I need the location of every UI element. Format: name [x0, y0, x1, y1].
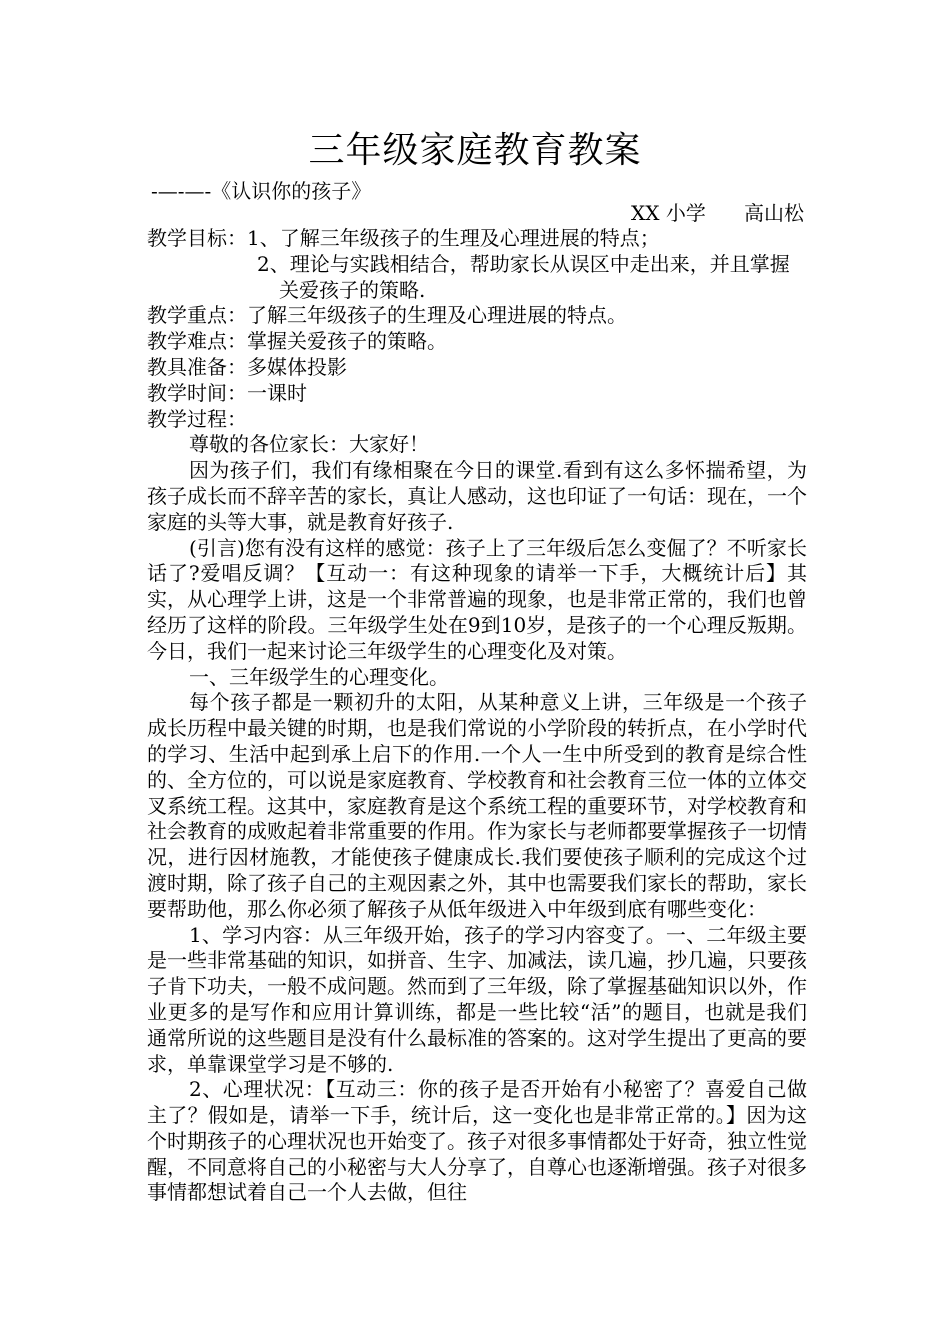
objective-2-row — [147, 252, 807, 304]
paragraph-body: 每个孩子都是一颗初升的太阳，从某种意义上讲，三年级是一个孩子成长历程中最关键的时期，也是我们常说的小学阶段的转折点，在小学时代的学习、生活中起到承上启下的作用.一个人一生中所受到的教育是综合性的、全方位的，可以说是家庭教育、学校教育和社会教育三位一体的立体交叉系统工程。这其中，家庭教育是这个系统工程的重要环节，对学校教育和社会教育的成败起着非常重要的作用。作为家长与老师都要掌握孩子一切情况，进行因材施教，才能使孩子健康成长.我们要使孩子顺利的完成这个过渡时期，除了孩子自己的主观因素之外，其中也需要我们家长的帮助，家长要帮助他，那么你必须了解孩子从低年级进入中年级到底有哪些变化： — [147, 690, 807, 921]
process-label: 教学过程： — [147, 406, 247, 431]
paragraph-learning: 1、学习内容：从三年级开始，孩子的学习内容变了。一、二年级主要是一些非常基础的知识，如拼音、生字、加减法，读几遍，抄几遍，只要孩子肯下功夫，一般不成问题。然而到了三年级，除了掌握基础知识以外，作业更多的是写作和应用计算训练，都是一些比较“活”的题目，也就是我们通常所说的这些题目是没有什么最标准的答案的。这对学生提出了更高的要求，单靠课堂学习是不够的. — [147, 922, 807, 1076]
document-title: 三年级家庭教育教案 — [308, 130, 642, 171]
objectives-row — [147, 226, 807, 252]
paragraph-greeting: 尊敬的各位家长：大家好！ — [189, 432, 429, 457]
objectives-label: 教学目标： — [147, 226, 247, 250]
document-subtitle: -—-—-《认识你的孩子》 — [151, 179, 372, 203]
objective-2: 2、理论与实践相结合，帮助家长从误区中走出来，并且掌握关爱孩子的策略. — [257, 251, 790, 302]
materials: 教具准备：多媒体投影 — [147, 354, 347, 379]
difficulties: 教学难点：掌握关爱孩子的策略。 — [147, 329, 447, 354]
author-line: XX 小学 高山松 — [631, 201, 804, 225]
objective-1: 1、了解三年级孩子的生理及心理进展的特点； — [247, 226, 660, 250]
section-heading-1: 一、三年级学生的心理变化。 — [189, 664, 449, 689]
document-body — [147, 226, 807, 1206]
key-points: 教学重点：了解三年级孩子的生理及心理进展的特点。 — [147, 303, 627, 328]
paragraph-psychology: 2、心理状况：【互动三：你的孩子是否开始有小秘密了？喜爱自己做主了？假如是，请举一下手，统计后，这一变化也是非常正常的。】因为这个时期孩子的心理状况也开始变了。孩子对很多事情都处于好奇，独立性觉醒，不同意将自己的小秘密与大人分享了，自尊心也逐渐增强。孩子对很多事情都想试着自己一个人去做，但往 — [147, 1077, 807, 1205]
paragraph-intro: 因为孩子们，我们有缘相聚在今日的课堂.看到有这么多怀揣希望，为孩子成长而不辞辛苦的家长，真让人感动，这也印证了一句话：现在，一个家庭的头等大事，就是教育好孩子. — [147, 458, 807, 534]
paragraph-preface: (引言)您有没有这样的感觉：孩子上了三年级后怎么变倔了？不听家长话了?爱唱反调？【互动一：有这种现象的请举一下手，大概统计后】其实，从心理学上讲，这是一个非常普遍的现象，也是非常正常的，我们也曾经历了这样的阶段。三年级学生处在9到10岁，是孩子的一个心理反叛期。今日，我们一起来讨论三年级学生的心理变化及对策。 — [147, 535, 807, 663]
teaching-time: 教学时间：一课时 — [147, 380, 307, 405]
